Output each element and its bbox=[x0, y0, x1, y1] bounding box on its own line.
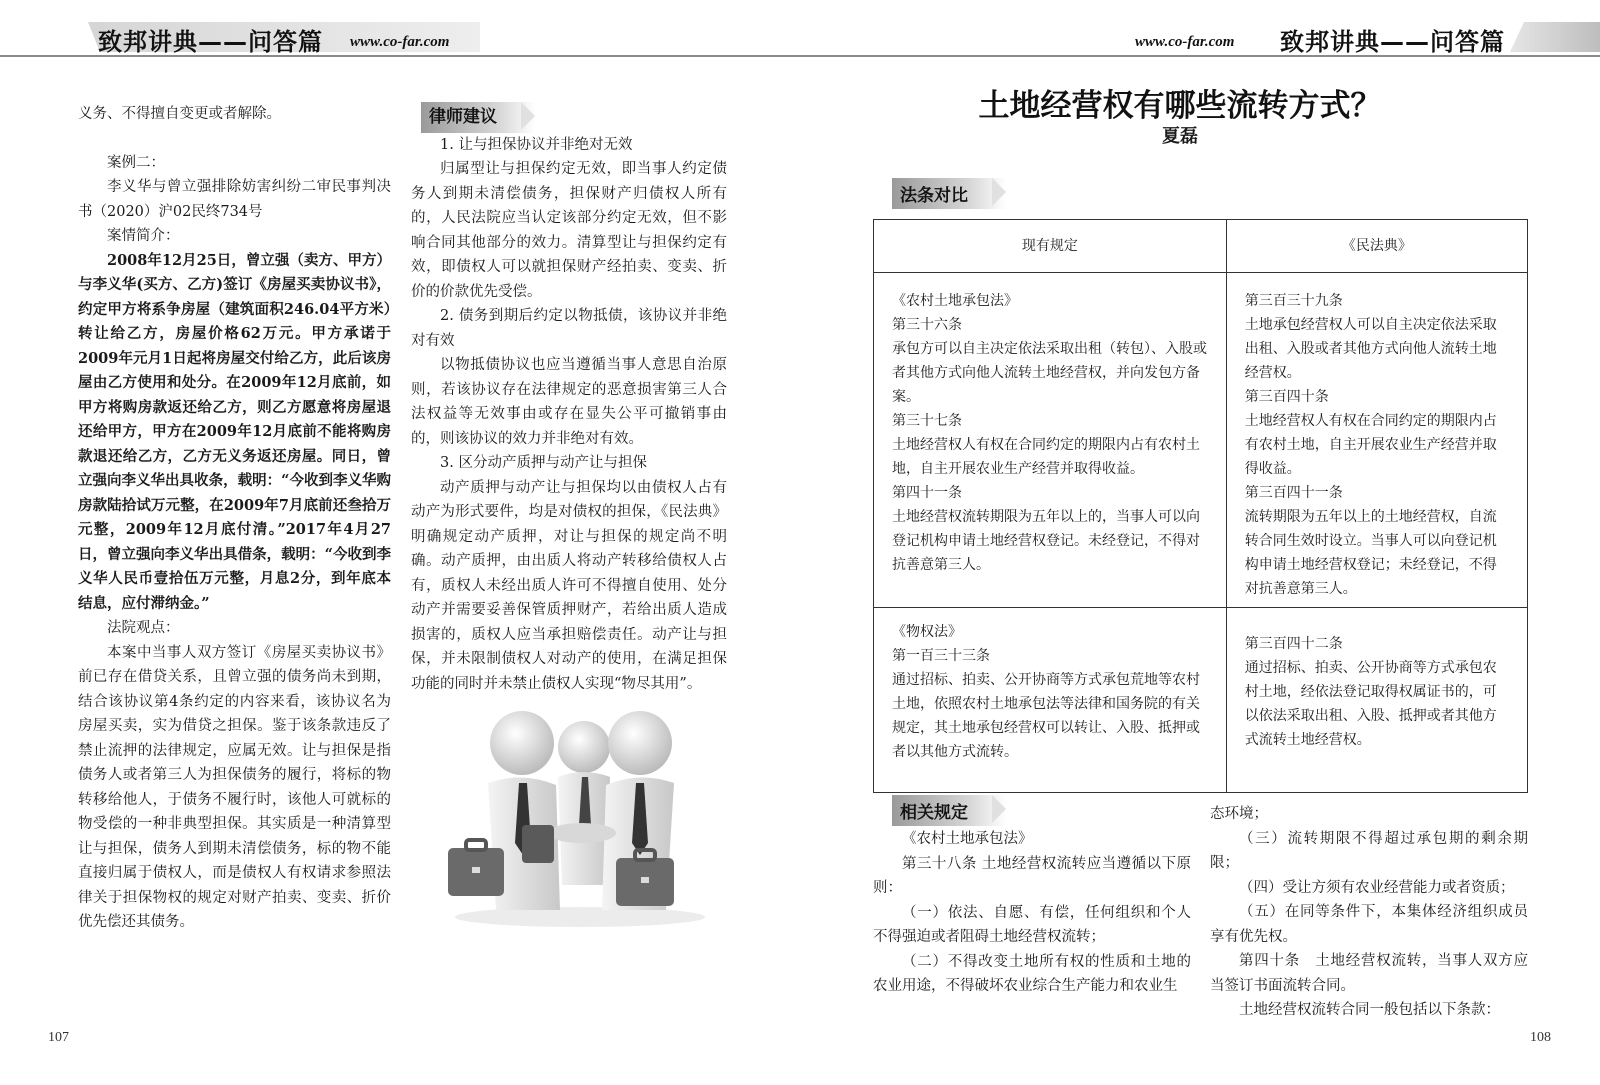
case-title: 李义华与曾立强排除妨害纠纷二审民事判决书（2020）沪02民终734号 bbox=[78, 179, 391, 220]
paragraph: 义务、不得擅自变更或者解除。 bbox=[78, 106, 281, 122]
current-rules-cell-2: 《物权法》 第一百三十三条 通过招标、拍卖、公开协商等方式承包荒地等农村土地，依照农村土地承包法等法律和国务院的有关规定，其土地承包经营权可以转让、入股、抵押或者以其他方式流转。 bbox=[874, 608, 1227, 793]
middle-column bbox=[411, 102, 727, 696]
column-header-current: 现有规定 bbox=[874, 220, 1227, 273]
advice-heading-2: 2. 债务到期后约定以物抵债，该协议并非绝对有效 bbox=[411, 308, 727, 349]
law-comparison-tag: 法条对比 bbox=[892, 178, 1006, 209]
article-title: 土地经营权有哪些流转方式？ bbox=[978, 88, 1382, 124]
briefcase-middle bbox=[522, 825, 554, 863]
related-rules-tag: 相关规定 bbox=[892, 795, 1006, 826]
page-number-left: 107 bbox=[48, 1030, 69, 1045]
civil-code-cell-2: 第三百四十二条 通过招标、拍卖、公开协商等方式承包农村土地，经依法登记取得权属证书的，可以依法采取出租、入股、抵押或者其他方式流转土地经营权。 bbox=[1226, 608, 1527, 793]
advice-heading-1: 1. 让与担保协议并非绝对无效 bbox=[440, 136, 633, 153]
case-label: 案例二： bbox=[107, 154, 165, 171]
lawyer-advice-tag: 律师建议 bbox=[421, 102, 535, 133]
advice-heading-3: 3. 区分动产质押与动产让与担保 bbox=[440, 455, 647, 471]
header-title-right: 致邦讲典——问答篇 bbox=[1280, 28, 1505, 56]
article-author: 夏磊 bbox=[1162, 126, 1198, 147]
column-header-civil-code: 《民法典》 bbox=[1226, 220, 1527, 273]
briefcase-left bbox=[448, 840, 504, 896]
header-url-left[interactable]: www.co-far.com bbox=[350, 34, 450, 50]
case-summary-label: 案情简介： bbox=[107, 228, 180, 244]
case-summary: 2008年12月25日，曾立强（卖方、甲方）与李义华(买方、乙方)签订《房屋买卖协议书》，约定甲方将系争房屋（建筑面积246.04平方米）转让给乙方，房屋价格62万元。甲方承诺于2009年元月1日起将房屋交付给乙方，此后该房屋由乙方使用和处分。在2009年12月底前，如甲方将购房款返还给乙方，则乙方愿意将房屋退还给甲方，甲方在2009年12月底前不能将购房款退还给乙方，乙方无义务返还房屋。同日，曾立强向李义华出具收条，载明：“今收到李义华购房款陆拾试万元整，在2009年7月底前还叁拾万元整，2009年12月底付清。”2017年4月27日，曾立强向李义华出具借条，载明：“今收到李义华人民币壹拾伍万元整，月息2分，到年底本结息，应付滞纳金。” bbox=[78, 251, 391, 612]
advice-paragraph-1: 归属型让与担保约定无效，即当事人约定债务人到期未清偿债务，担保财产归债权人所有的，人民法院应当认定该部分约定无效，但不影响合同其他部分的效力。清算型让与担保约定有效，即债权人可以就担保财产经拍卖、变卖、折价的价款优先受偿。 bbox=[411, 161, 727, 300]
page-number-right: 108 bbox=[1530, 1030, 1551, 1045]
related-rules-right: 态环境； （三）流转期限不得超过承包期的剩余期限； （四）受让方须有农业经营能力或者资质； （五）在同等条件下，本集体经济组织成员享有优先权。 第四十条 土地经营权流转，当事人双方应当签订书面流转合同。 土地经营权流转合同一般包括以下条款： bbox=[1210, 806, 1528, 1018]
header-url-right[interactable]: www.co-far.com bbox=[1135, 34, 1235, 50]
related-rules-left: 《农村土地承包法》 第三十八条 土地经营权流转应当遵循以下原则： （一）依法、自愿、有偿，任何组织和个人不得强迫或者阻碍土地经营权流转； （二）不得改变土地所有权的性质和土地的农业用途，不得破坏农业综合生产能力和农业生 bbox=[873, 831, 1191, 994]
civil-code-cell-1: 第三百三十九条 土地承包经营权人可以自主决定依法采取出租、入股或者其他方式向他人流转土地经营权。 第三百四十条 土地经营权人有权在合同约定的期限内占有农村土地，自主开展农业生产经营并取得收益。 第三百四十一条 流转期限为五年以上的土地经营权，自流转合同生效时设立。当事人可以向登记机构申请土地经营权登记；未经登记，不得对抗善意第三人。 bbox=[1226, 273, 1527, 608]
court-view: 本案中当事人双方签订《房屋买卖协议书》前已存在借贷关系，且曾立强的债务尚未到期，结合该协议第4条约定的内容来看，该协议名为房屋买卖，实为借贷之担保。鉴于该条款违反了禁止流押的法律规定，应属无效。让与担保是指债务人或者第三人为担保债务的履行，将标的物转移给他人，于债务不履行时，该他人可就标的物受偿的一种非典型担保。其实质是一种清算型让与担保，债务人到期未清偿债务，标的物不能直接归属于债权人，而是债权人有权请求参照法律关于担保物权的规定对财产拍卖、变卖、折价优先偿还其债务。 bbox=[78, 644, 391, 930]
briefcase-right bbox=[616, 850, 674, 906]
header-band-right bbox=[1510, 22, 1600, 52]
header-title-left: 致邦讲典——问答篇 bbox=[98, 28, 323, 56]
law-comparison-table bbox=[873, 219, 1528, 793]
left-column bbox=[78, 102, 391, 935]
business-partners-illustration bbox=[440, 705, 720, 930]
advice-paragraph-3: 动产质押与动产让与担保均以由债权人占有动产为形式要件，均是对债权的担保，《民法典》明确规定动产质押，对让与担保的规定尚不明确。动产质押，由出质人将动产转移给债权人占有，质权人未经出质人许可不得擅自使用、处分动产并需要妥善保管质押财产，若给出质人造成损害的，质权人应当承担赔偿责任。动产让与担保，并未限制债权人对动产的使用，在满足担保功能的同时并未禁止债权人实现“物尽其用”。 bbox=[411, 479, 727, 692]
advice-paragraph-2: 以物抵债协议也应当遵循当事人意思自治原则，若该协议存在法律规定的恶意损害第三人合法权益等无效事由或存在显失公平可撤销事由的，则该协议的效力并非绝对有效。 bbox=[411, 357, 727, 447]
current-rules-cell-1: 《农村土地承包法》 第三十六条 承包方可以自主决定依法采取出租（转包）、入股或者其他方式向他人流转土地经营权，并向发包方备案。 第三十七条 土地经营权人有权在合同约定的期限内占有农村土地，自主开展农业生产经营并取得收益。 第四十一条 土地经营权流转期限为五年以上的，当事人可以向登记机构申请土地经营权登记。未经登记，不得对抗善意第三人。 bbox=[874, 273, 1227, 608]
court-view-label: 法院观点： bbox=[107, 620, 180, 636]
